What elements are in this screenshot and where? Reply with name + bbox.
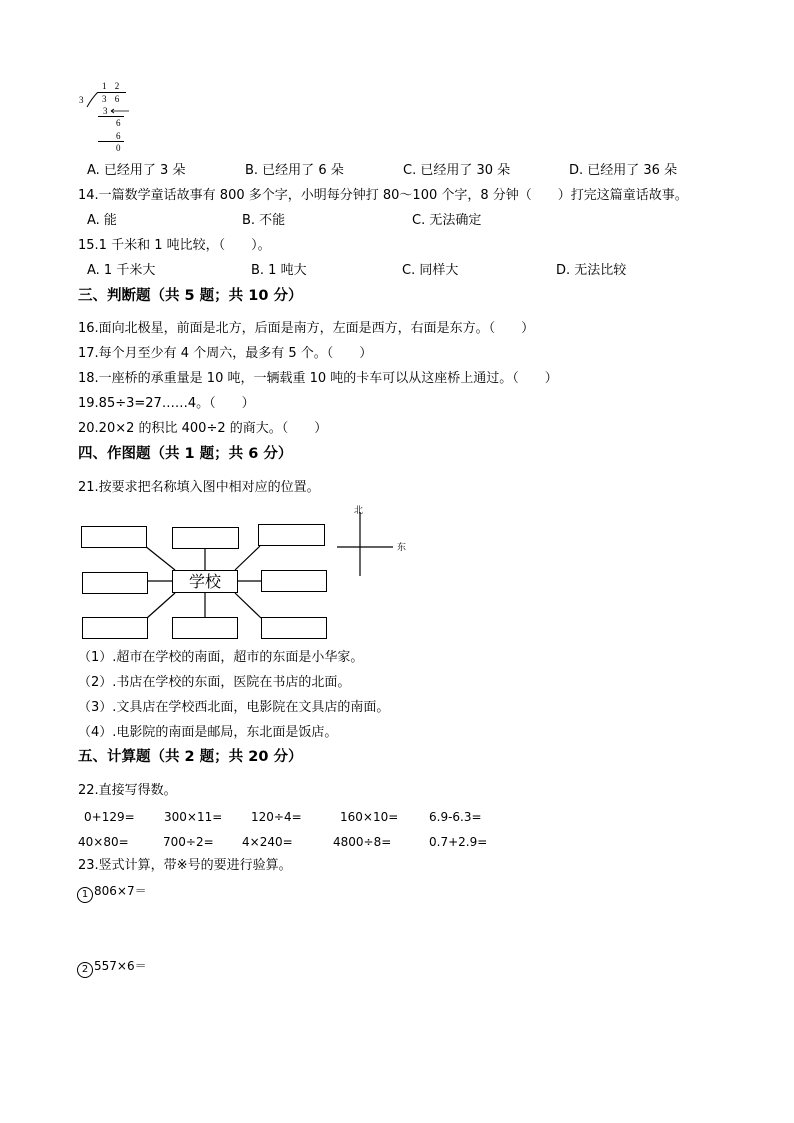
blank-box-southeast[interactable] — [261, 617, 327, 639]
q14-option-c[interactable]: C. 无法确定 — [412, 213, 482, 228]
q19-question: 19.85÷3=27……4。（ ） — [78, 396, 255, 411]
q22-question: 22.直接写得数。 — [78, 783, 177, 798]
q18-question: 18.一座桥的承重量是 10 吨，一辆载重 10 吨的卡车可以从这座桥上通过。（ ） — [78, 371, 558, 386]
compass-cross-icon — [335, 512, 397, 578]
q23-part-1: 1 806×7＝ — [77, 883, 147, 903]
q21-item-1: （1）.超市在学校的南面，超市的东面是小华家。 — [78, 650, 364, 665]
q15-option-c[interactable]: C. 同样大 — [402, 263, 459, 278]
q22-r2-c2: 700÷2= — [163, 835, 214, 849]
q13-option-a[interactable]: A. 已经用了 3 朵 — [87, 163, 186, 178]
q21-question: 21.按要求把名称填入图中相对应的位置。 — [78, 480, 320, 495]
division-step2: 6 — [116, 118, 121, 128]
q14-question: 14.一篇数学童话故事有 800 多个字，小明每分钟打 80～100 个字，8 分钟（ ）打完这篇童话故事。 — [78, 188, 688, 203]
circled-number-2: 2 — [77, 962, 93, 978]
q22-r1-c3: 120÷4= — [251, 810, 302, 824]
q14-option-b[interactable]: B. 不能 — [242, 213, 286, 228]
section-4-heading: 四、作图题（共 1 题；共 6 分） — [78, 446, 293, 462]
q21-item-2: （2）.书店在学校的东面，医院在书店的北面。 — [78, 675, 351, 690]
q14-option-a[interactable]: A. 能 — [87, 213, 117, 228]
blank-box-northwest[interactable] — [81, 526, 147, 548]
q13-option-b[interactable]: B. 已经用了 6 朵 — [245, 163, 344, 178]
compass-east-label: 东 — [397, 543, 407, 553]
blank-box-north[interactable] — [172, 527, 239, 549]
q22-r1-c5: 6.9-6.3= — [429, 810, 482, 824]
q15-option-b[interactable]: B. 1 吨大 — [251, 263, 307, 278]
q15-question: 15.1 千米和 1 吨比较，（ ）。 — [78, 238, 271, 253]
q23-question: 23.竖式计算，带※号的要进行验算。 — [78, 858, 292, 873]
division-step1: 3 — [103, 106, 108, 116]
q20-question: 20.20×2 的积比 400÷2 的商大。（ ） — [78, 421, 328, 436]
blank-box-south[interactable] — [172, 617, 238, 639]
arrow-left-icon — [110, 108, 130, 114]
section-5-heading: 五、计算题（共 2 题；共 20 分） — [78, 749, 303, 765]
q22-r1-c2: 300×11= — [164, 810, 223, 824]
blank-box-southwest[interactable] — [82, 617, 148, 639]
q13-option-c[interactable]: C. 已经用了 30 朵 — [403, 163, 511, 178]
blank-box-west[interactable] — [82, 572, 148, 594]
division-step3: 6 — [116, 131, 121, 141]
q22-r2-c1: 40×80= — [78, 835, 129, 849]
blank-box-northeast[interactable] — [258, 524, 325, 546]
q22-r2-c3: 4×240= — [242, 835, 293, 849]
q15-option-a[interactable]: A. 1 千米大 — [87, 263, 156, 278]
q13-option-d[interactable]: D. 已经用了 36 朵 — [569, 163, 678, 178]
q15-option-d[interactable]: D. 无法比较 — [556, 263, 627, 278]
q17-question: 17.每个月至少有 4 个周六，最多有 5 个。（ ） — [78, 346, 373, 361]
school-box: 学校 — [172, 570, 238, 593]
division-remainder: 0 — [116, 143, 121, 153]
section-3-heading: 三、判断题（共 5 题；共 10 分） — [78, 288, 303, 304]
q22-r1-c1: 0+129= — [84, 810, 135, 824]
q22-r2-c5: 0.7+2.9= — [429, 835, 488, 849]
circled-number-1: 1 — [77, 887, 93, 903]
q23-part-2: 2 557×6＝ — [77, 958, 147, 978]
division-dividend: 3 6 — [102, 94, 123, 104]
q21-item-3: （3）.文具店在学校西北面，电影院在文具店的南面。 — [78, 700, 390, 715]
q16-question: 16.面向北极星，前面是北方，后面是南方，左面是西方，右面是东方。（ ） — [78, 321, 535, 336]
compass-north-label: 北 — [354, 506, 364, 516]
division-divisor: 3 — [79, 95, 84, 105]
division-quotient: 1 2 — [102, 81, 123, 91]
q21-item-4: （4）.电影院的南面是邮局，东北面是饭店。 — [78, 725, 338, 740]
division-bracket — [86, 92, 100, 108]
q22-r1-c4: 160×10= — [340, 810, 399, 824]
blank-box-east[interactable] — [261, 570, 327, 592]
q22-r2-c4: 4800÷8= — [333, 835, 392, 849]
